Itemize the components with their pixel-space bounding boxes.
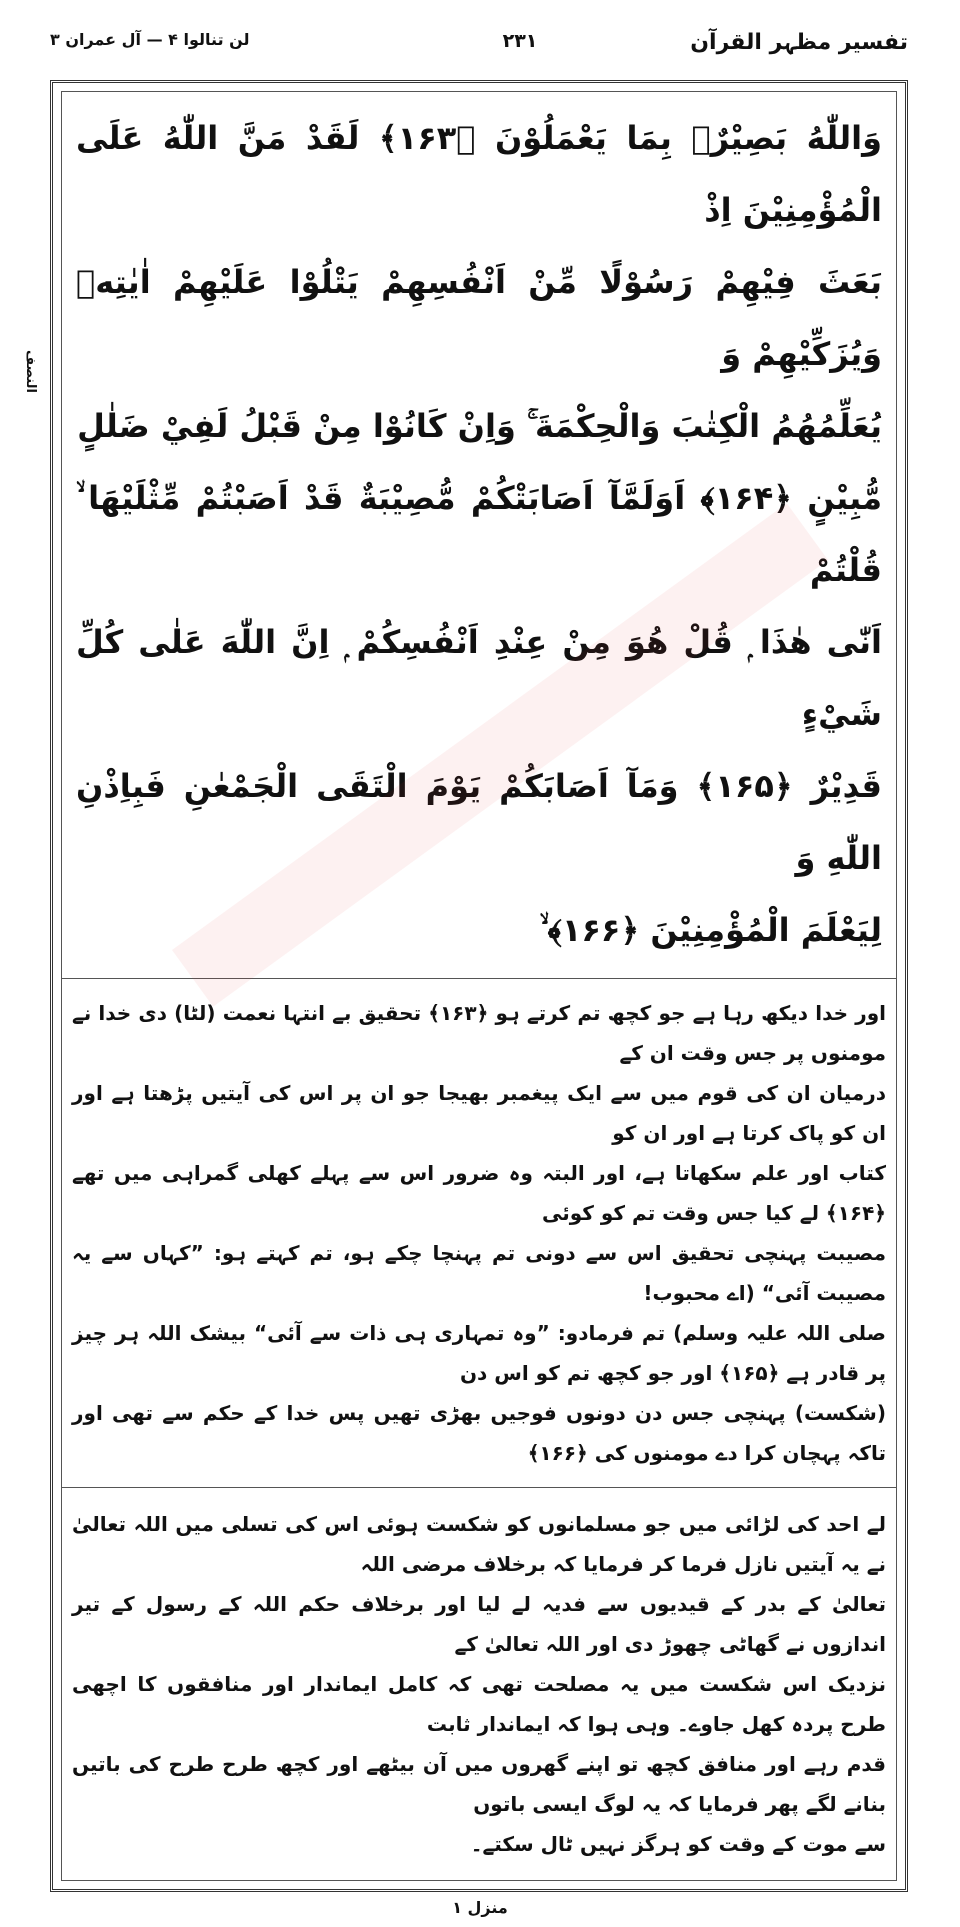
translation-line: صلی اللہ علیہ وسلم) تم فرمادو: ”وہ تمہاری ہی ذات سے آئی“ بیشک اللہ ہر چیز پر قادر ہے ﴿۱۶۵﴾ اور جو کچھ تم کو اس دن: [72, 1321, 886, 1385]
arabic-verse-line: لِيَعْلَمَ الْمُؤْمِنِيْنَ ﴿۱۶۶﴾ ۙ: [539, 911, 882, 949]
side-marker: النصف: [23, 350, 38, 393]
part-surah-label: لن تنالوا ۴ — آل عمران ۳: [50, 30, 250, 49]
arabic-verse-line: وَاللّٰهُ بَصِيْرٌۢ بِمَا يَعْمَلُوْنَ ﴿۱۶۳﴾ لَقَدْ مَنَّ اللّٰهُ عَلَى الْمُؤْمِنِيْنَ اِذْ: [76, 119, 883, 229]
footnote-line: نزدیک اس شکست میں یہ مصلحت تھی کہ کامل ایماندار اور منافقوں کا اچھی طرح پردہ کھل جاوے۔ وہی ہوا کہ ایماندار ثابت: [72, 1672, 886, 1736]
footnote-line: سے موت کے وقت کو ہرگز نہیں ٹال سکتے۔: [470, 1832, 886, 1856]
arabic-text-section: [61, 91, 897, 979]
page-frame: [50, 80, 908, 1892]
translation-line: کتاب اور علم سکھاتا ہے، اور البتہ وہ ضرور اس سے پہلے کھلی گمراہی میں تھے ﴿۱۶۴﴾ لے کیا جس وقت تم کو کوئی: [72, 1161, 886, 1225]
translation-line: اور خدا دیکھ رہا ہے جو کچھ تم کرتے ہو ﴿۱۶۳﴾ تحقیق بے انتہا نعمت (لٹا) دی خدا نے مومنوں پر جس وقت ان کے: [72, 1001, 887, 1065]
translation-line: درمیان ان کی قوم میں سے ایک پیغمبر بھیجا جو ان پر اس کی آیتیں پڑھتا ہے اور ان کو پاک کرتا ہے اور ان کو: [72, 1081, 886, 1145]
footnote-section: [61, 1488, 897, 1881]
translation-line: (شکست) پہنچی جس دن دونوں فوجیں بھڑی تھیں پس خدا کے حکم سے تھی اور تاکہ پہچان کرا دے مومنوں کی ﴿۱۶۶﴾: [72, 1401, 886, 1465]
footnote-line: تعالیٰ کے بدر کے قیدیوں سے فدیہ لے لیا اور برخلاف حکم اللہ کے رسول کے تیر اندازوں نے گھاٹی چھوڑ دی اور اللہ تعالیٰ کے: [72, 1592, 886, 1656]
page-number: ۲۳۱: [502, 30, 538, 52]
page-header: [40, 0, 920, 80]
translation-line: مصیبت پہنچی تحقیق اس سے دونی تم پہنچا چکے ہو، تم کہتے ہو: ”کہاں سے یہ مصیبت آئی“ (اے محبوب!: [72, 1241, 886, 1305]
manzil-footer: منزل ۱: [452, 1898, 508, 1917]
translation-section: [61, 979, 897, 1488]
arabic-verse-line: اَنّٰى هٰذَا ۭ قُلْ هُوَ مِنْ عِنْدِ اَنْفُسِكُمْ ۭ اِنَّ اللّٰهَ عَلٰى كُلِّ شَيْءٍ: [76, 623, 883, 733]
arabic-verse-line: مُّبِيْنٍ ﴿۱۶۴﴾ اَوَلَمَّآ اَصَابَتْكُمْ مُّصِيْبَةٌ قَدْ اَصَبْتُمْ مِّثْلَيْهَا ۙ قُلْتُمْ: [76, 479, 883, 589]
arabic-verse-line: بَعَثَ فِيْهِمْ رَسُوْلًا مِّنْ اَنْفُسِهِمْ يَتْلُوْا عَلَيْهِمْ اٰيٰتِهٖ وَيُزَكِّيْهِمْ وَ: [76, 263, 882, 373]
book-title: تفسیر مظہر القرآن: [690, 30, 908, 55]
footnote-line: لے احد کی لڑائی میں جو مسلمانوں کو شکست ہوئی اس کی تسلی میں اللہ تعالیٰ نے یہ آیتیں نازل فرما کر فرمایا کہ برخلاف مرضی اللہ: [72, 1512, 886, 1576]
footnote-line: قدم رہے اور منافق کچھ تو اپنے گھروں میں آن بیٹھے اور کچھ طرح طرح کی باتیں بنانے لگے پھر فرمایا کہ یہ لوگ ایسی باتوں: [72, 1752, 886, 1816]
arabic-verse-line: يُعَلِّمُهُمُ الْكِتٰبَ وَالْحِكْمَةَ ۚ وَاِنْ كَانُوْا مِنْ قَبْلُ لَفِيْ ضَلٰلٍ: [77, 407, 882, 445]
arabic-verse-line: قَدِيْرٌ ﴿۱۶۵﴾ وَمَآ اَصَابَكُمْ يَوْمَ الْتَقَى الْجَمْعٰنِ فَبِاِذْنِ اللّٰهِ وَ: [76, 767, 883, 877]
